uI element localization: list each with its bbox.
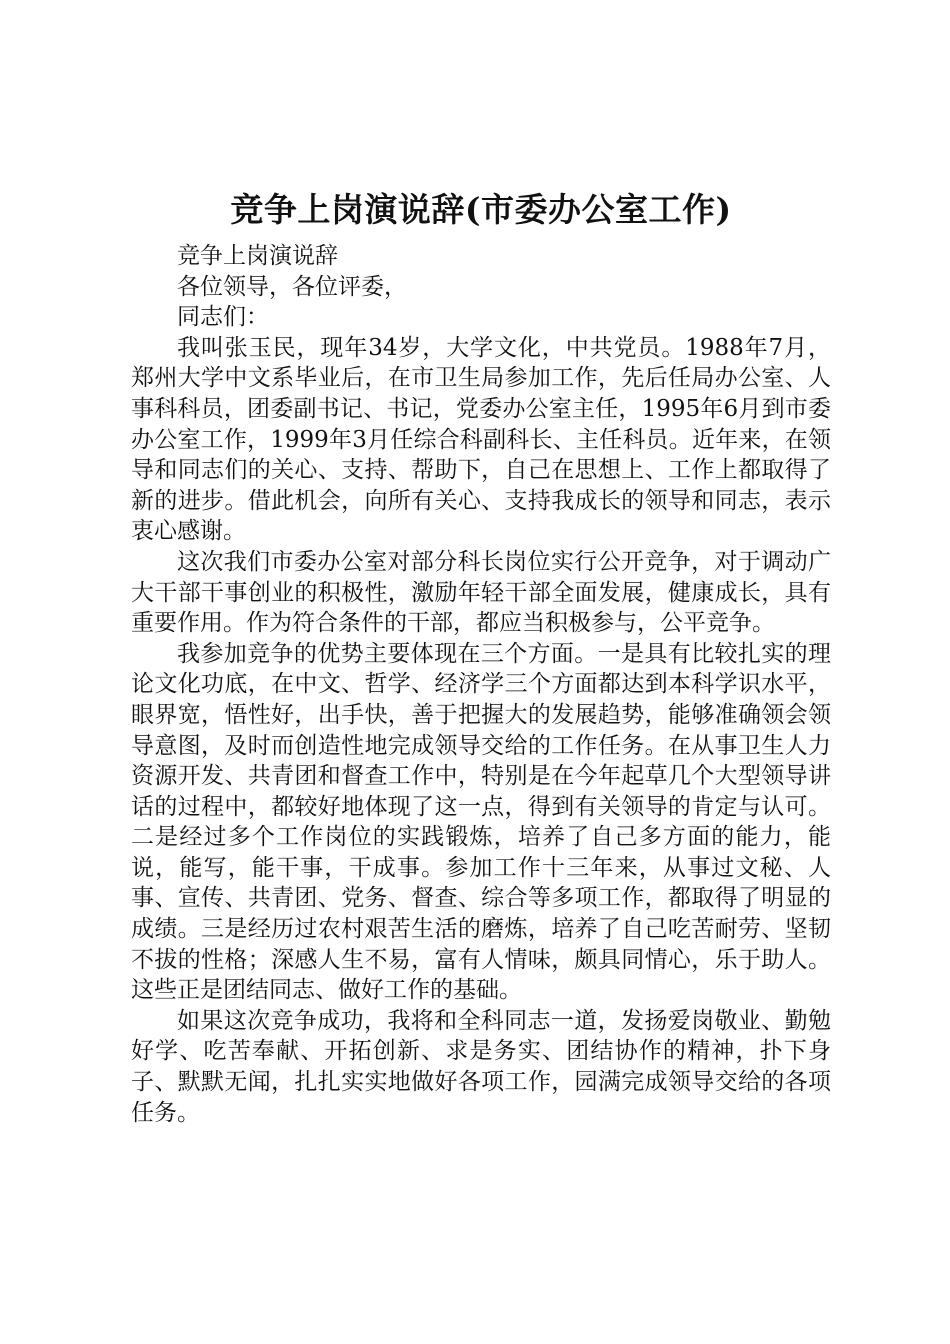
document-title: 竞争上岗演说辞(市委办公室工作) — [230, 190, 732, 229]
document-page — [131, 188, 831, 1128]
body-paragraph: 我叫张玉民，现年34岁，大学文化，中共党员。1988年7月，郑州大学中文系毕业后，在市卫生局参加工作，先后任局办公室、人事科科员，团委副书记、书记，党委办公室主任，1995年6月到市委办公室工作，1999年3月任综合科副科长、主任科员。近年来，在领导和同志们的关心、支持、帮助下，自己在思想上、工作上都取得了新的进步。借此机会，向所有关心、支持我成长的领导和同志，表示衷心感谢。 — [131, 334, 831, 545]
salutation-line: 各位领导，各位评委， — [177, 273, 407, 300]
body-paragraph: 如果这次竞争成功，我将和全科同志一道，发扬爱岗敬业、勤勉好学、吃苦奉献、开拓创新、求是务实、团结协作的精神，扑下身子、默默无闻，扎扎实实地做好各项工作，园满完成领导交给的各项任务。 — [131, 1007, 831, 1126]
body-paragraph: 这次我们市委办公室对部分科长岗位实行公开竞争，对于调动广大干部干事创业的积极性，激励年轻干部全面发展，健康成长，具有重要作用。作为符合条件的干部，都应当积极参与，公平竞争。 — [131, 548, 831, 637]
salutation-line: 同志们： — [177, 304, 269, 331]
body-paragraph: 我参加竞争的优势主要体现在三个方面。一是具有比较扎实的理论文化功底，在中文、哲学、经济学三个方面都达到本科学识水平，眼界宽，悟性好，出手快，善于把握大的发展趋势，能够准确领会领导意图，及时而创造性地完成领导交给的工作任务。在从事卫生人力资源开发、共青团和督查工作中，特别是在今年起草几个大型领导讲话的过程中，都较好地体现了这一点，得到有关领导的肯定与认可。二是经过多个工作岗位的实践锻炼，培养了自己多方面的能力，能说，能写，能干事，干成事。参加工作十三年来，从事过文秘、人事、宣传、共青团、党务、督查、综合等多项工作，都取得了明显的成绩。三是经历过农村艰苦生活的磨炼，培养了自己吃苦耐劳、坚韧不拔的性格；深感人生不易，富有人情味，颇具同情心，乐于助人。这些正是团结同志、做好工作的基础。 — [131, 640, 831, 1004]
document-subtitle: 竞争上岗演说辞 — [177, 243, 338, 269]
